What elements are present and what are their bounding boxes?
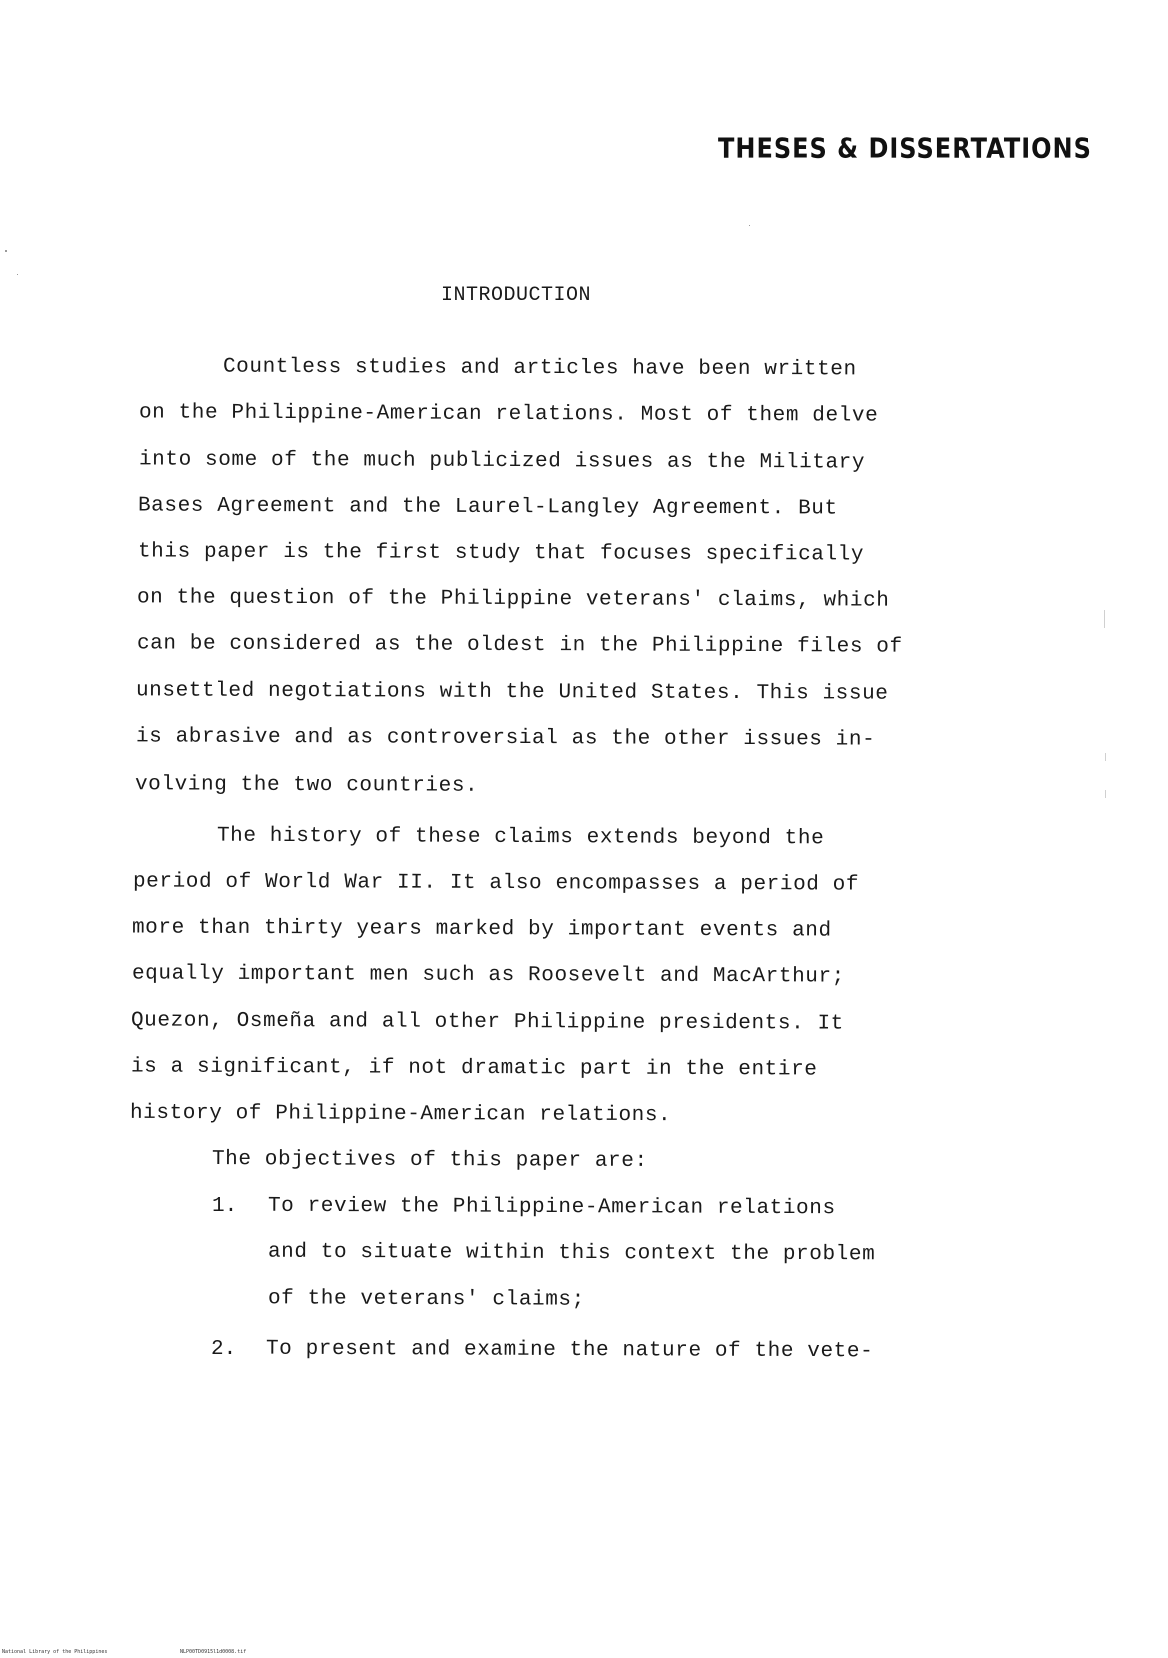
scan-speck [1105, 790, 1106, 798]
paragraph-2-line: The history of these claims extends beyond the [216, 824, 825, 851]
paragraph-1-line: unsettled negotiations with the United States. This issue [135, 679, 889, 706]
paragraph-2-line: history of Philippine-American relations. [129, 1101, 672, 1128]
paragraph-2-line: equally important men such as Roosevelt and MacArthur; [131, 962, 845, 989]
objective-number: 1. [212, 1195, 238, 1218]
objectives-intro: The objectives of this paper are: [211, 1148, 648, 1173]
objective-2-line: To present and examine the nature of the vete- [265, 1337, 874, 1364]
objective-number: 2. [211, 1338, 237, 1361]
paragraph-1-line: on the question of the Philippine veterans' claims, which [136, 586, 890, 613]
paragraph-1-line: is abrasive and as controversial as the other issues in- [135, 725, 876, 752]
scan-speck [17, 274, 18, 275]
theses-dissertations-stamp: THESES & DISSERTATIONS [718, 132, 1092, 165]
paragraph-1-line: this paper is the first study that focuses specifically [137, 540, 865, 567]
footer-library-name: National Library of the Philippines [2, 1649, 108, 1655]
paragraph-2-line: period of World War II. It also encompasses a period of [132, 870, 860, 897]
scan-speck [749, 225, 750, 226]
section-heading: INTRODUCTION [441, 284, 592, 307]
paragraph-1-line: into some of the much publicized issues as the Military [138, 448, 866, 475]
paragraph-2-line: Quezon, Osmeña and all other Philippine presidents. It [130, 1009, 844, 1036]
scan-speck [1105, 753, 1106, 761]
paragraph-1-line: Bases Agreement and the Laurel-Langley Agreement. But [137, 494, 838, 521]
scan-speck [5, 250, 7, 252]
objective-1-line: and to situate within this context the problem [267, 1240, 876, 1267]
footer-file-name: NLP00TD0915l1d0008.tif [180, 1649, 247, 1655]
paragraph-1-line: Countless studies and articles have been written [222, 355, 857, 382]
scan-speck [1104, 610, 1105, 628]
paragraph-2-line: more than thirty years marked by important events and [131, 916, 832, 943]
paragraph-1-line: on the Philippine-American relations. Most of them delve [138, 401, 879, 428]
paragraph-1-line: can be considered as the oldest in the Philippine files of [136, 632, 903, 659]
paragraph-2-line: is a significant, if not dramatic part in the entire [130, 1055, 818, 1082]
objective-1-line: of the veterans' claims; [267, 1287, 585, 1312]
paragraph-1-line: volving the two countries. [134, 773, 479, 798]
objective-1-line: To review the Philippine-American relations [267, 1194, 836, 1221]
